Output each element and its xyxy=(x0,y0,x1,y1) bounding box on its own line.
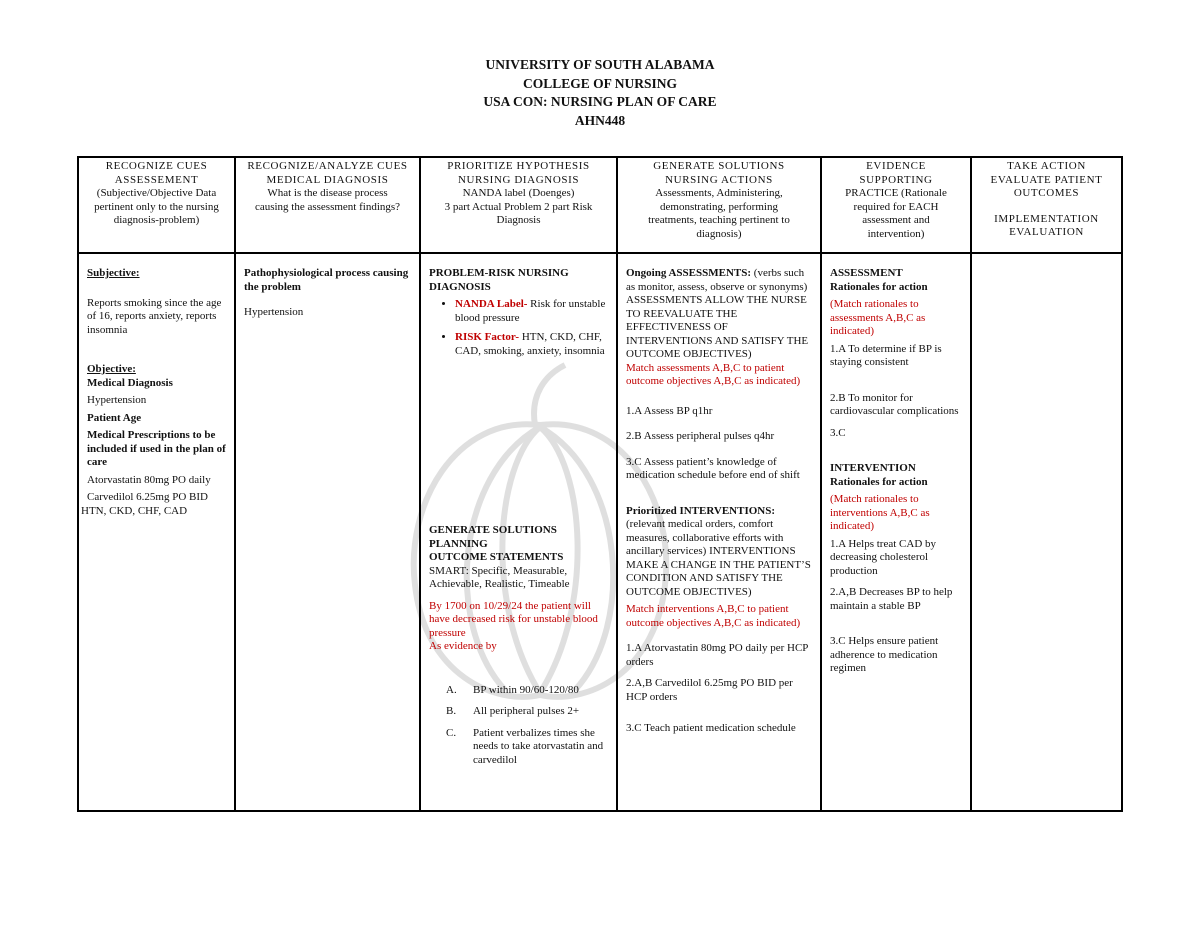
patho-label: Pathophysiological process causing the problem xyxy=(244,267,409,293)
intervention-rationale-match: (Match rationales to interventions A,B,C as indicated) xyxy=(830,493,930,532)
assessment-rationale-subheading: Rationales for action xyxy=(830,280,928,293)
cell-take-action xyxy=(971,253,1122,811)
outcome-c: C. Patient verbalizes times she needs to take atorvastatin and carvedilol xyxy=(446,726,604,766)
outcome-list xyxy=(429,684,610,768)
assessment-rationale-heading: ASSESSMENT xyxy=(830,267,903,279)
title-college: COLLEGE OF NURSING xyxy=(522,75,678,91)
rationale-1a: 1.A To determine if BP is staying consistent xyxy=(830,342,942,368)
subjective-label: Subjective: xyxy=(87,267,140,279)
header-prioritize-hypothesis: PRIORITIZE HYPOTHESIS NURSING DIAGNOSIS NANDA label (Doenges) 3 part Actual Problem 2 part Risk Diagnosis xyxy=(420,157,617,253)
cell-assessment xyxy=(78,253,235,811)
header-generate-solutions: GENERATE SOLUTIONS NURSING ACTIONS Assessments, Administering, demonstrating, performing treatments, teaching pertinent to diagnosis) xyxy=(617,157,821,253)
int-rationale-2ab: 2.A,B Decreases BP to help maintain a stable BP xyxy=(830,586,953,612)
cell-evidence-practice xyxy=(821,253,971,811)
subjective-text: Reports smoking since the age of 16, reports anxiety, reports insomnia xyxy=(87,296,222,336)
generate-solutions-label: GENERATE SOLUTIONS xyxy=(429,524,557,536)
prescriptions-label: Medical Prescriptions to be included if used in the plan of care xyxy=(87,429,226,468)
title-course: AHN448 xyxy=(574,112,626,128)
planning-label: PLANNING xyxy=(429,537,488,550)
match-assessments: Match assessments A,B,C to patient outcome objectives A,B,C as indicated) xyxy=(626,361,801,387)
document-title xyxy=(0,56,1200,130)
cell-medical-diagnosis xyxy=(235,253,420,811)
cell-nursing-diagnosis xyxy=(420,253,617,811)
table-header-row xyxy=(78,157,1122,253)
int-rationale-1a: 1.A Helps treat CAD by decreasing cholesterol production xyxy=(830,537,937,577)
rationale-2b: 2.B To monitor for cardiovascular complications xyxy=(830,391,959,417)
problem-risk-label: PROBLEM-RISK NURSING DIAGNOSIS xyxy=(429,267,569,293)
assessment-1a: 1.A Assess BP q1hr xyxy=(626,404,713,417)
match-interventions: Match interventions A,B,C to patient outcome objectives A,B,C as indicated) xyxy=(626,603,801,629)
outcome-goal: By 1700 on 10/29/24 the patient will have decreased risk for unstable blood pressure xyxy=(429,599,598,639)
intervention-3c: 3.C Teach patient medication schedule xyxy=(626,722,796,734)
title-plan: USA CON: NURSING PLAN OF CARE xyxy=(483,94,717,109)
nursing-plan-table xyxy=(77,156,1123,812)
prescription-atorvastatin: Atorvastatin 80mg PO daily xyxy=(87,473,211,486)
rationale-3c: 3.C xyxy=(830,426,846,439)
intervention-2ab: 2.A,B Carvedilol 6.25mg PO BID per HCP orders xyxy=(626,677,793,703)
outcome-statements-label: OUTCOME STATEMENTS xyxy=(429,551,564,563)
header-evidence: EVIDENCE SUPPORTING PRACTICE (Rationale required for EACH assessment and intervention) xyxy=(821,157,971,253)
header-take-action: TAKE ACTION EVALUATE PATIENT OUTCOMES IMPLEMENTATION EVALUATION xyxy=(971,157,1122,253)
title-university: UNIVERSITY OF SOUTH ALABAMA xyxy=(485,57,715,72)
risk-factor-item: • RISK Factor- HTN, CKD, CHF, CAD, smoking, anxiety, insomnia xyxy=(455,331,610,358)
outcome-a: A. BP within 90/60-120/80 xyxy=(446,683,579,696)
as-evidence-by: As evidence by xyxy=(429,640,497,652)
intervention-1a: 1.A Atorvastatin 80mg PO daily per HCP orders xyxy=(626,642,809,668)
nanda-label-item: • NANDA Label- Risk for unstable blood pressure xyxy=(455,298,610,325)
cell-nursing-actions xyxy=(617,253,821,811)
medical-dx-value: Hypertension xyxy=(87,394,147,406)
header-recognize-cues: RECOGNIZE CUES ASSESSEMENT (Subjective/Objective Data pertinent only to the nursing diagnosis-problem) xyxy=(78,157,235,253)
objective-label: Objective: xyxy=(87,363,136,375)
assessment-rationale-match: (Match rationales to assessments A,B,C as indicated) xyxy=(830,298,926,337)
outcome-b: B. All peripheral pulses 2+ xyxy=(446,705,580,717)
medical-dx-label: Medical Diagnosis xyxy=(87,376,173,389)
medical-history: HTN, CKD, CHF, CAD xyxy=(81,504,188,517)
int-rationale-3c: 3.C Helps ensure patient adherence to medication regimen xyxy=(830,635,939,674)
smart-text: SMART: Specific, Measurable, Achievable, Realistic, Timeable xyxy=(429,564,570,590)
patho-text: Hypertension xyxy=(244,306,304,318)
assessment-2b: 2.B Assess peripheral pulses q4hr xyxy=(626,430,775,442)
intervention-rationale-subheading: Rationales for action xyxy=(830,475,928,488)
table-body-row xyxy=(78,253,1122,811)
prioritized-interventions: Prioritized INTERVENTIONS: (relevant medical orders, comfort measures, collaborative efforts with ancillary services) INTERVENTIONS MAKE A CHANGE IN THE PATIENT’S CONDITION AND SATISFY THE OUTCOME OBJECTIVES) xyxy=(626,504,811,598)
patient-age-label: Patient Age xyxy=(87,411,142,424)
header-analyze-cues: RECOGNIZE/ANALYZE CUES MEDICAL DIAGNOSIS What is the disease process causing the assessment findings? xyxy=(235,157,420,253)
assessment-3c: 3.C Assess patient’s knowledge of medication schedule before end of shift xyxy=(626,455,800,481)
prescription-carvedilol: Carvedilol 6.25mg PO BID xyxy=(87,491,208,503)
intervention-rationale-heading: INTERVENTION xyxy=(830,462,916,474)
ongoing-assessments: Ongoing ASSESSMENTS: (verbs such as monitor, assess, observe or synonyms) ASSESSMENTS ALLOW THE NURSE TO REEVALUATE THE EFFECTIVENESS OF INTERVENTIONS AND SATISFY THE OUTCOME OBJECTIVES) xyxy=(626,267,809,360)
